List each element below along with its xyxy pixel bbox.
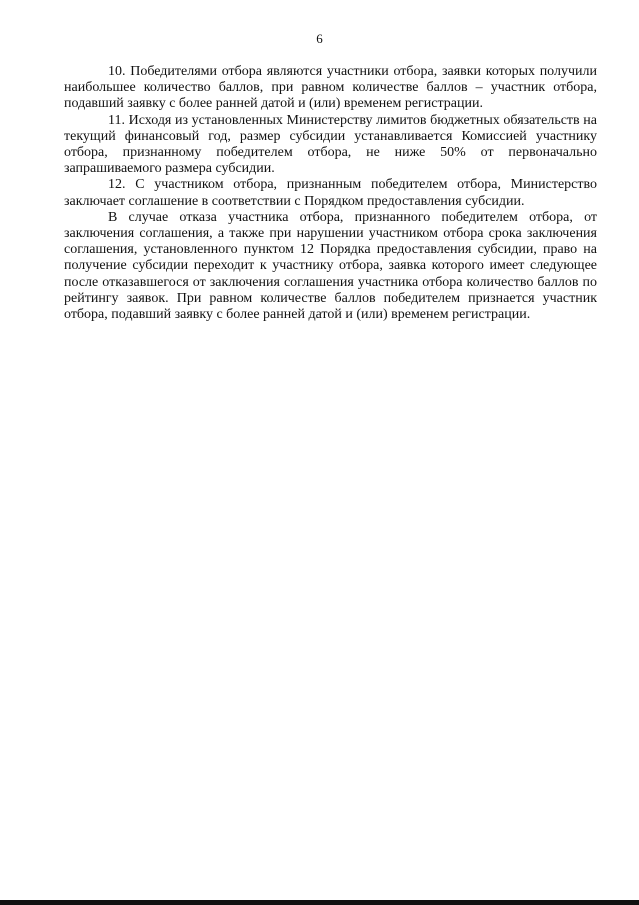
page-number: 6 bbox=[316, 31, 323, 46]
paragraph-refusal-case: В случае отказа участника отбора, признанного победителем отбора, от заключения соглашения, а также при нарушении участником отбора срока заключения соглашения, установленного пунктом 12 Порядка предоставления субсидии, право на получение субсидии переходит к участнику отбора, заявка которого имеет следующее после отказавшегося от заключения соглашения участника отбора количество баллов по рейтингу заявок. При равном количестве баллов победителем признается участник отбора, подавший заявку с более ранней датой и (или) временем регистрации. bbox=[64, 209, 597, 323]
paragraph-11: 11. Исходя из установленных Министерству лимитов бюджетных обязательств на текущий финансовый год, размер субсидии устанавливается Комиссией участнику отбора, признанному победителем отбора, не ниже 50% от первоначально запрашиваемого размера субсидии. bbox=[64, 112, 597, 177]
paragraph-10: 10. Победителями отбора являются участники отбора, заявки которых получили наибольшее количество баллов, при равном количестве баллов – участник отбора, подавший заявку с более ранней датой и (или) временем регистрации. bbox=[64, 64, 597, 112]
paragraph-12: 12. С участником отбора, признанным победителем отбора, Министерство заключает соглашение в соответствии с Порядком предоставления субсидии. bbox=[64, 177, 597, 209]
document-body bbox=[64, 64, 597, 323]
bottom-edge-rule bbox=[0, 900, 639, 905]
